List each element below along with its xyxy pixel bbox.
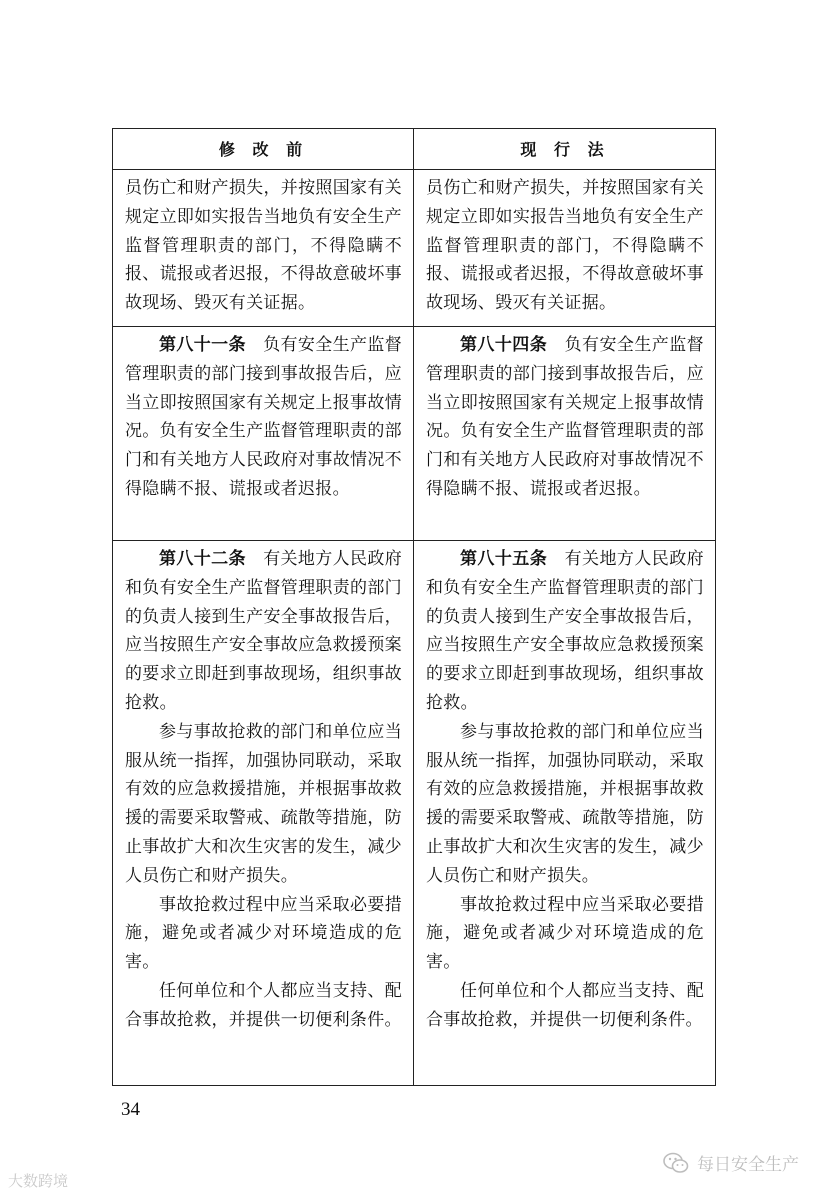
article-number: 第八十四条	[460, 335, 548, 355]
article-text: 有关地方人民政府和负有安全生产监督管理职责的部门的负责人接到生产安全事故报告后，应当按照生产安全事故应急救援预案的要求立即赶到事故现场，组织事故抢救。	[426, 549, 704, 713]
table-row	[113, 541, 715, 1085]
paragraph: 员伤亡和财产损失，并按照国家有关规定立即如实报告当地负有安全生产监督管理职责的部门，不得隐瞒不报、谎报或者迟报，不得故意破坏事故现场、毁灭有关证据。	[426, 178, 704, 314]
watermark-left: 大数跨境	[8, 1172, 69, 1190]
table-row	[113, 327, 715, 541]
header-before: 修 改 前	[113, 129, 414, 169]
paragraph	[426, 331, 704, 504]
paragraph: 员伤亡和财产损失，并按照国家有关规定立即如实报告当地负有安全生产监督管理职责的部门，不得隐瞒不报、谎报或者迟报，不得故意破坏事故现场、毁灭有关证据。	[125, 178, 402, 314]
watermark-right	[663, 1150, 799, 1175]
cell-before	[113, 327, 414, 540]
table-row	[113, 170, 715, 327]
paragraph: 事故抢救过程中应当采取必要措施，避免或者减少对环境造成的危害。	[125, 894, 402, 973]
table-header-row	[113, 129, 715, 170]
watermark-right-text: 每日安全生产	[697, 1155, 799, 1175]
paragraph	[125, 331, 402, 504]
paragraph: 参与事故抢救的部门和单位应当服从统一指挥，加强协同联动，采取有效的应急救援措施，并根据事故救援的需要采取警戒、疏散等措施，防止事故扩大和次生灾害的发生，减少人员伤亡和财产损失。	[426, 721, 704, 886]
paragraph: 任何单位和个人都应当支持、配合事故抢救，并提供一切便利条件。	[426, 980, 704, 1030]
article-number: 第八十一条	[159, 335, 246, 355]
paragraph: 参与事故抢救的部门和单位应当服从统一指挥，加强协同联动，采取有效的应急救援措施，并根据事故救援的需要采取警戒、疏散等措施，防止事故扩大和次生灾害的发生，减少人员伤亡和财产损失。	[125, 721, 402, 886]
article-number: 第八十五条	[460, 549, 548, 569]
header-current: 现 行 法	[520, 139, 610, 159]
paragraph	[125, 545, 402, 718]
paragraph: 事故抢救过程中应当采取必要措施，避免或者减少对环境造成的危害。	[426, 894, 704, 973]
paragraph: 任何单位和个人都应当支持、配合事故抢救，并提供一切便利条件。	[125, 980, 402, 1030]
cell-current	[414, 170, 715, 326]
cell-current	[414, 327, 715, 540]
paragraph	[426, 545, 704, 718]
cell-before	[113, 541, 414, 1085]
cell-before	[113, 170, 414, 326]
page-number: 34	[121, 1099, 140, 1120]
article-text: 负有安全生产监督管理职责的部门接到事故报告后，应当立即按照国家有关规定上报事故情况。负有安全生产监督管理职责的部门和有关地方人民政府对事故情况不得隐瞒不报、谎报或者迟报。	[426, 335, 704, 499]
cell-current	[414, 541, 715, 1085]
comparison-table	[112, 128, 716, 1086]
article-text: 负有安全生产监督管理职责的部门接到事故报告后，应当立即按照国家有关规定上报事故情况。负有安全生产监督管理职责的部门和有关地方人民政府对事故情况不得隐瞒不报、谎报或者迟报。	[125, 335, 403, 499]
article-number: 第八十二条	[159, 549, 246, 569]
wechat-icon	[663, 1152, 689, 1174]
article-text: 有关地方人民政府和负有安全生产监督管理职责的部门的负责人接到生产安全事故报告后，应当按照生产安全事故应急救援预案的要求立即赶到事故现场，组织事故抢救。	[125, 549, 403, 713]
